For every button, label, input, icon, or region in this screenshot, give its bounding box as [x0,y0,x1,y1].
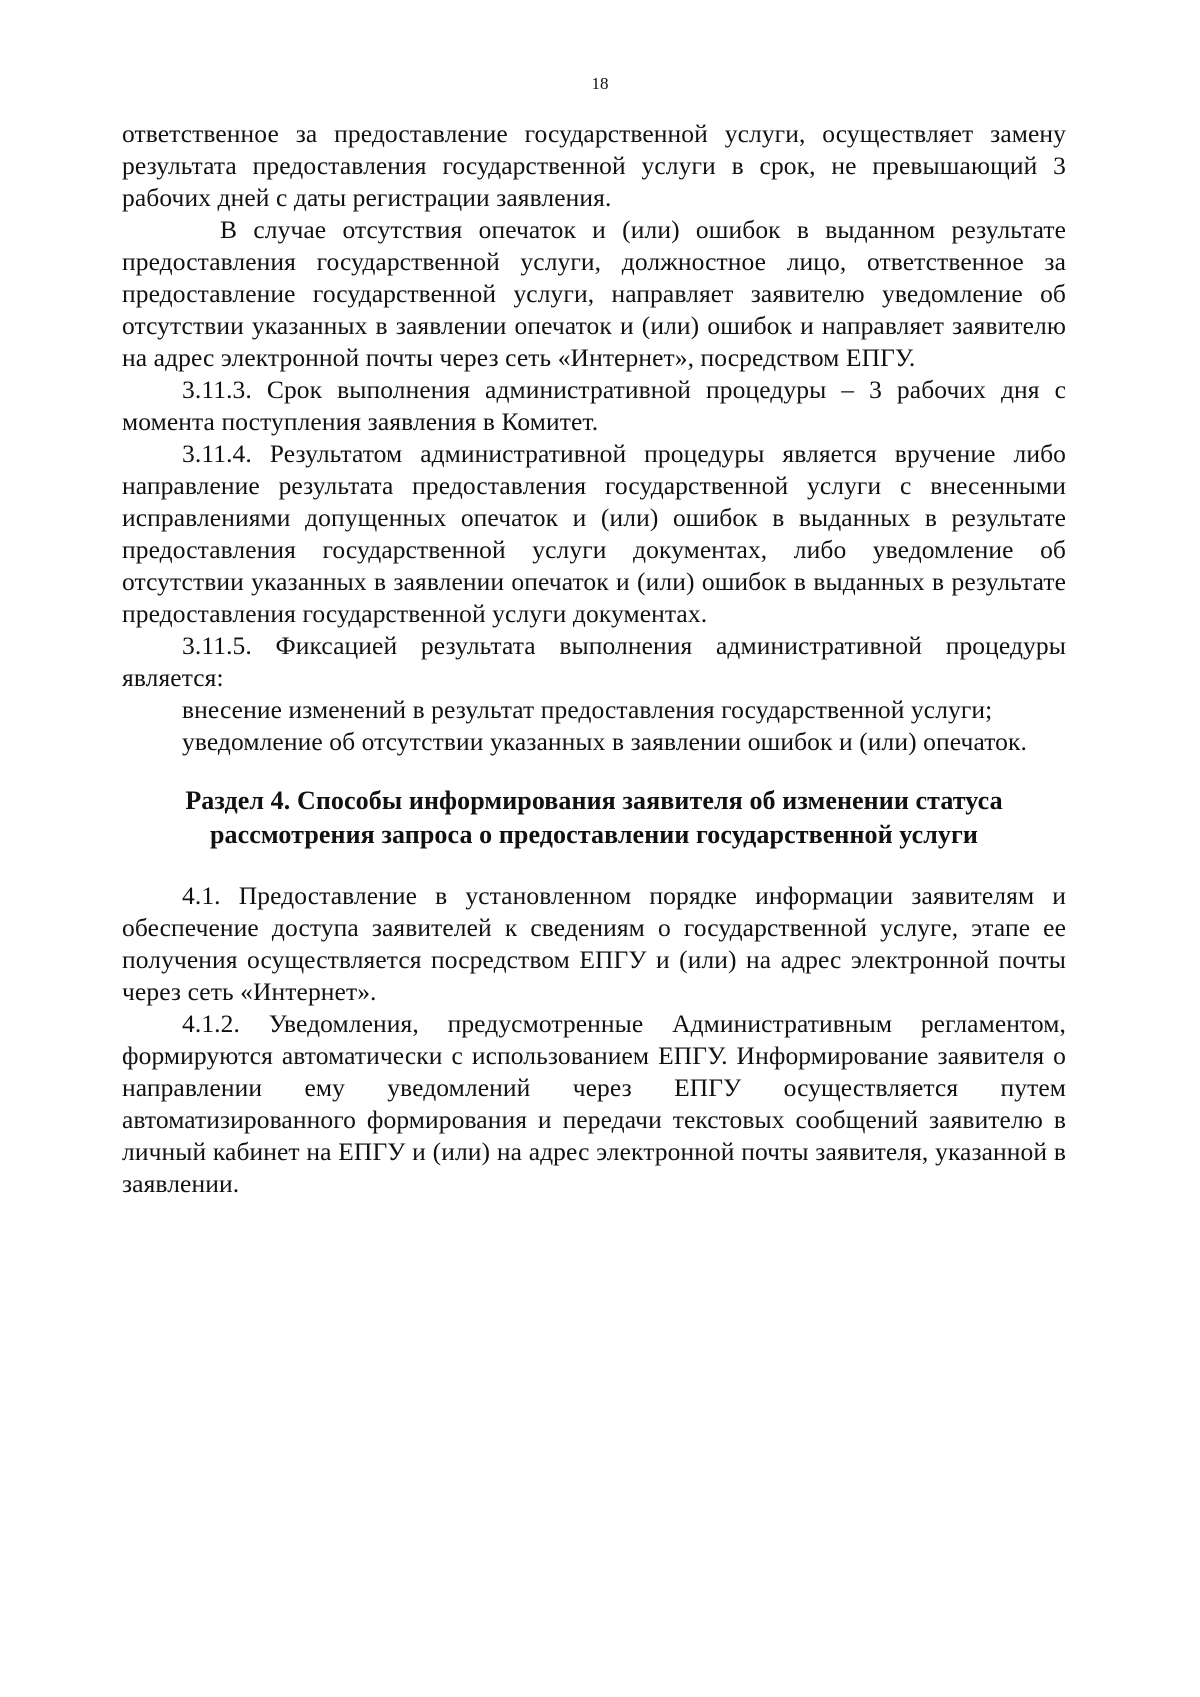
section-heading-line: рассмотрения запроса о предоставлении государственной услуги [209,820,979,849]
paragraph-3-11-5: 3.11.5. Фиксацией результата выполнения административной процедуры является: [122,631,1066,692]
list-item: внесение изменений в результат предоставления государственной услуги; [182,695,993,724]
paragraph-4-1-2: 4.1.2. Уведомления, предусмотренные Административным регламентом, формируются автоматически с использованием ЕПГУ. Информирование заявителя о направлении ему уведомлений через ЕПГУ осуществляется путем автоматизированного формирования и передачи текстовых сообщений заявителю в личный кабинет на ЕПГУ и (или) на адрес электронной почты заявителя, указанной в заявлении. [122,1009,1066,1198]
paragraph-4-1: 4.1. Предоставление в установленном порядке информации заявителям и обеспечение доступа заявителей к сведениям о государственной услуге, этапе ее получения осуществляется посредством ЕПГУ и (или) на адрес электронной почты через сеть «Интернет». [122,881,1066,1006]
list-item: уведомление об отсутствии указанных в заявлении ошибок и (или) опечаток. [182,727,1027,756]
section-heading [122,784,1066,852]
paragraph-3-11-4: 3.11.4. Результатом административной процедуры является вручение либо направление результата предоставления государственной услуги с внесенными исправлениями допущенных опечаток и (или) ошибок в выданных в результате предоставления государственной услуги документах, либо уведомление об отсутствии указанных в заявлении опечаток и (или) ошибок в выданных в результате предоставления государственной услуги документах. [122,439,1066,628]
section-heading-line: Раздел 4. Способы информирования заявителя об изменении статуса [185,786,1003,815]
page-number: 18 [591,74,609,93]
paragraph-no-errors: В случае отсутствия опечаток и (или) ошибок в выданном результате предоставления государственной услуги, должностное лицо, ответственное за предоставление государственной услуги, направляет заявителю уведомление об отсутствии указанных в заявлении опечаток и (или) ошибок и направляет заявителю на адрес электронной почты через сеть «Интернет», посредством ЕПГУ. [122,215,1066,372]
document-body [122,118,1066,1200]
paragraph-3-11-3: 3.11.3. Срок выполнения административной процедуры – 3 рабочих дня с момента поступления заявления в Комитет. [122,375,1066,436]
paragraph-continuation: ответственное за предоставление государственной услуги, осуществляет замену результата предоставления государственной услуги в срок, не превышающий 3 рабочих дней с даты регистрации заявления. [122,119,1066,212]
